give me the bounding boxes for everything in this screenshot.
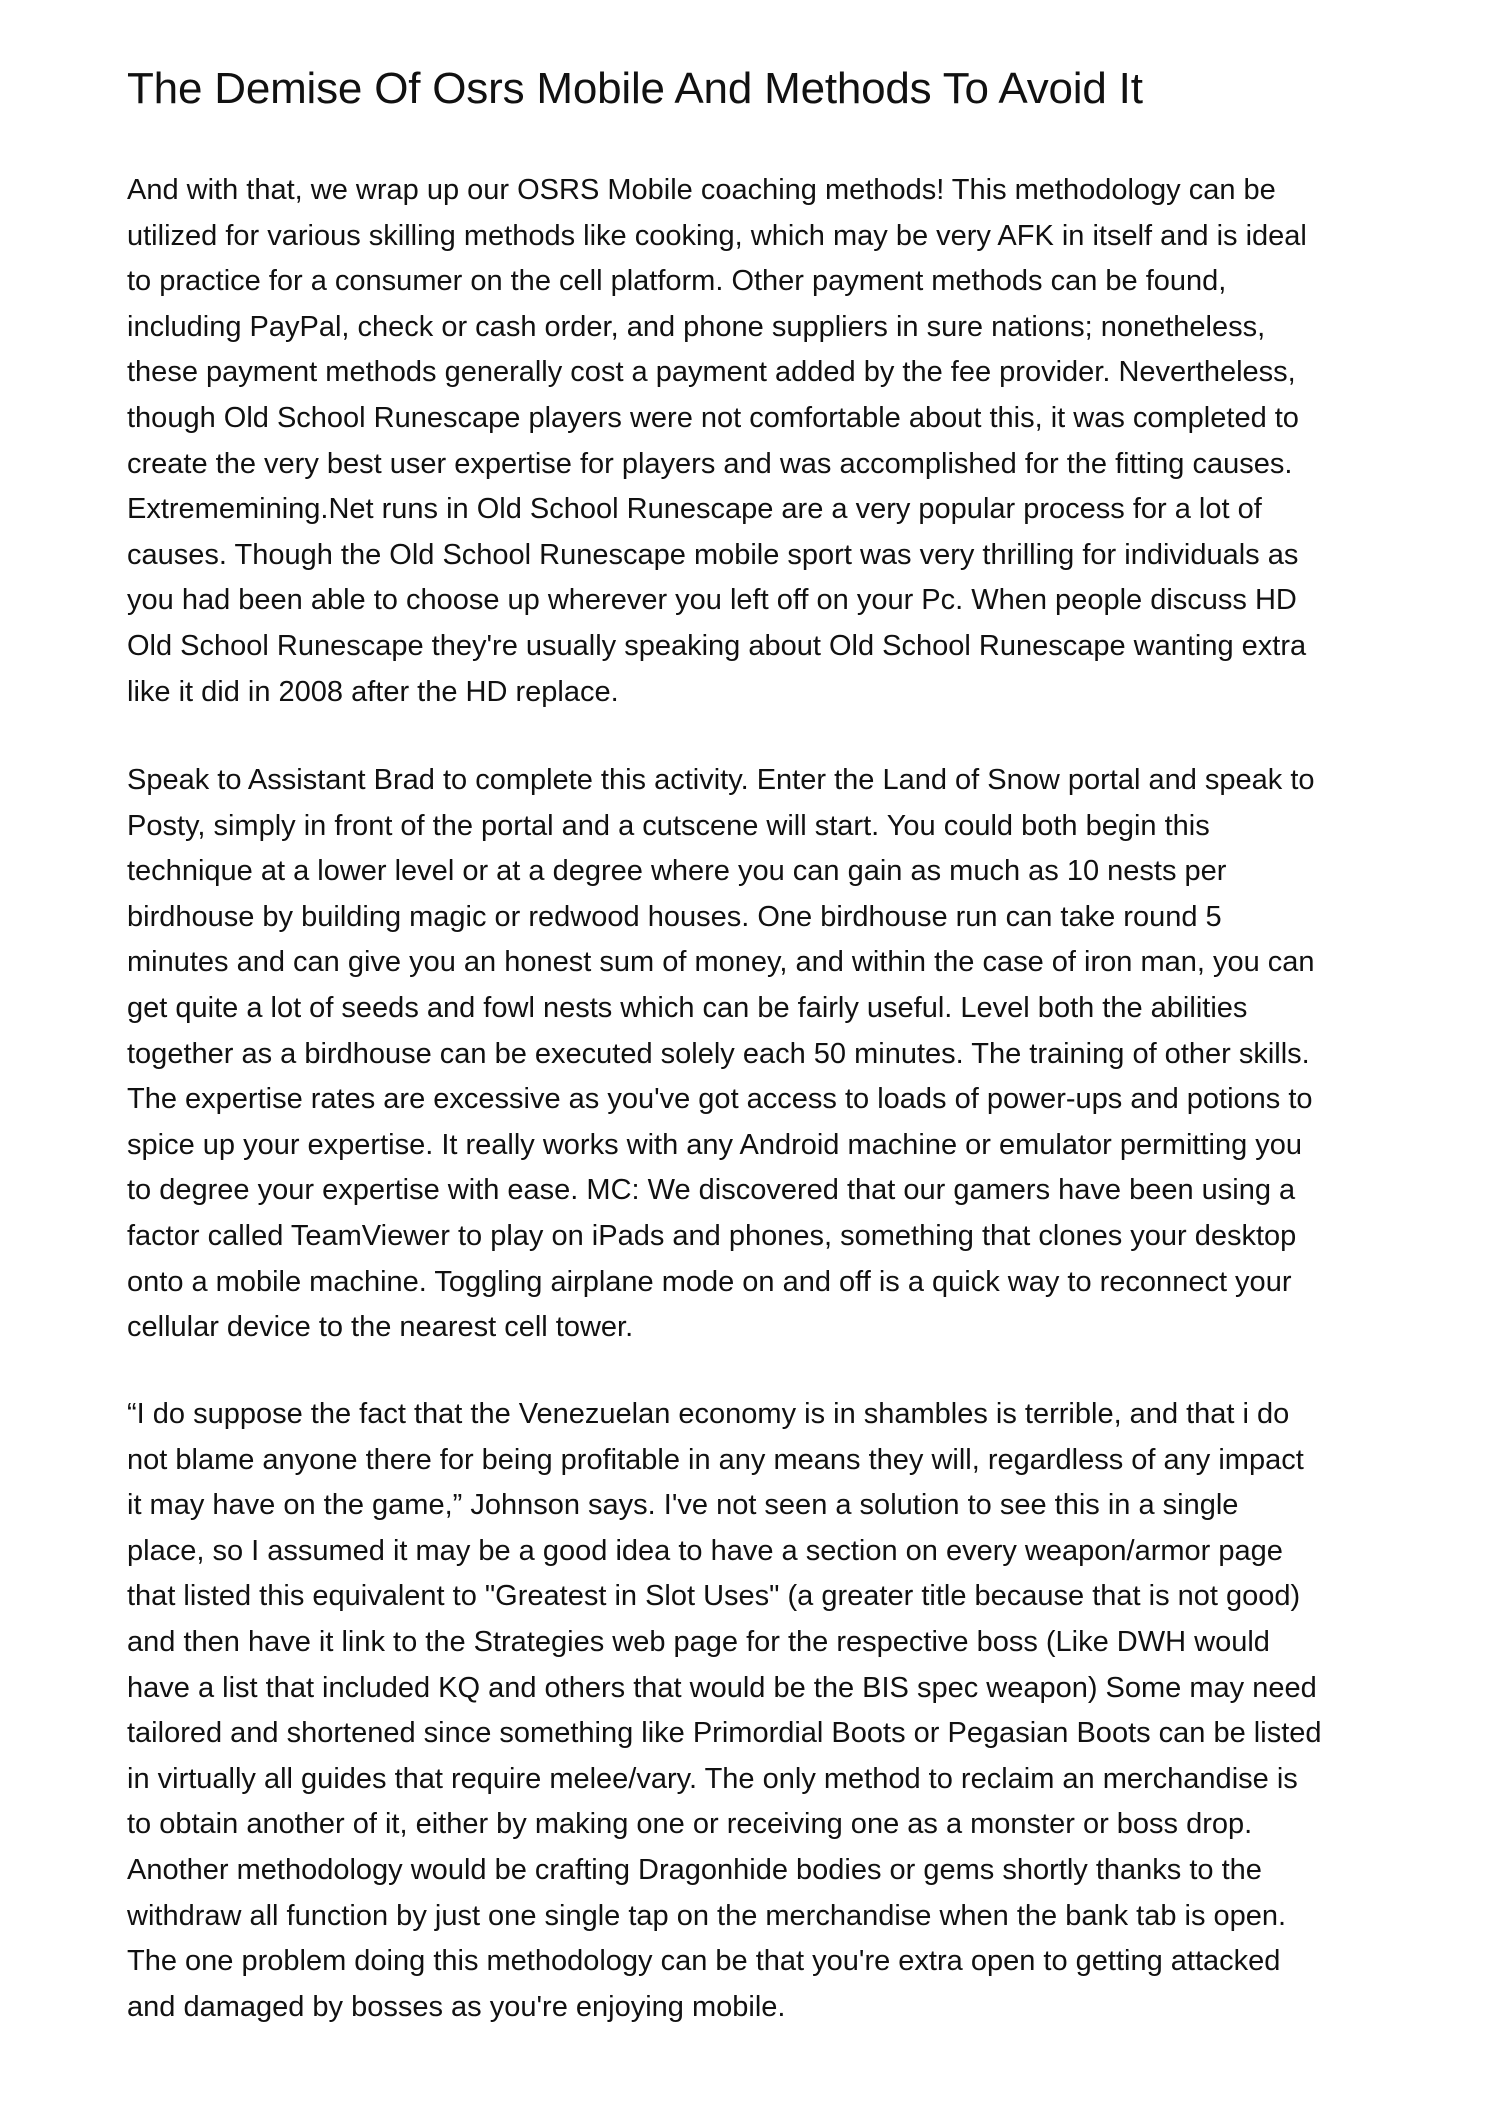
text-line: and then have it link to the Strategies web page for the respective boss (Like DWH would [127, 1625, 1270, 1658]
text-line: The one problem doing this methodology can be that you're extra open to getting attacked [127, 1945, 1281, 1978]
text-line: technique at a lower level or at a degree where you can gain as much as 10 nests per [127, 855, 1227, 888]
paragraph-1 [127, 168, 1397, 715]
text-line: it may have on the game,” Johnson says. I've not seen a solution to see this in a single [127, 1489, 1239, 1522]
text-line: withdraw all function by just one single tap on the merchandise when the bank tab is open. [127, 1899, 1287, 1932]
text-line: you had been able to choose up wherever you left off on your Pc. When people discuss HD [127, 584, 1297, 617]
text-line: Extrememining.Net runs in Old School Runescape are a very popular process for a lot of [127, 493, 1262, 526]
text-line: “I do suppose the fact that the Venezuelan economy is in shambles is terrible, and that i do [127, 1398, 1290, 1430]
text-line: have a list that included KQ and others that would be the BIS spec weapon) Some may need [127, 1671, 1317, 1704]
text-line: to obtain another of it, either by making one or receiving one as a monster or boss drop. [127, 1808, 1253, 1841]
text-line: to practice for a consumer on the cell platform. Other payment methods can be found, [127, 265, 1227, 298]
text-line: including PayPal, check or cash order, and phone suppliers in sure nations; nonetheless, [127, 310, 1266, 343]
text-line: Another methodology would be crafting Dragonhide bodies or gems shortly thanks to the [127, 1853, 1262, 1886]
text-line: to degree your expertise with ease. MC: We discovered that our gamers have been using a [127, 1174, 1296, 1207]
text-line: utilized for various skilling methods like cooking, which may be very AFK in itself and is ideal [127, 219, 1307, 252]
text-line: tailored and shortened since something like Primordial Boots or Pegasian Boots can be listed [127, 1717, 1322, 1750]
paragraph-2 [127, 758, 1397, 1351]
text-line: Speak to Assistant Brad to complete this activity. Enter the Land of Snow portal and speak to [127, 764, 1315, 796]
text-line: not blame anyone there for being profitable in any means they will, regardless of any impact [127, 1443, 1304, 1476]
text-line: though Old School Runescape players were not comfortable about this, it was completed to [127, 401, 1299, 434]
text-line: birdhouse by building magic or redwood houses. One birdhouse run can take round 5 [127, 900, 1222, 933]
text-line: cellular device to the nearest cell tower. [127, 1311, 634, 1344]
text-line: The expertise rates are excessive as you've got access to loads of power-ups and potions to [127, 1083, 1313, 1116]
text-line: And with that, we wrap up our OSRS Mobile coaching methods! This methodology can be [127, 174, 1276, 206]
text-line: that listed this equivalent to "Greatest in Slot Uses" (a greater title because that is not good) [127, 1580, 1301, 1613]
text-line: in virtually all guides that require melee/vary. The only method to reclaim an merchandise is [127, 1762, 1298, 1795]
page-title: The Demise Of Osrs Mobile And Methods To Avoid It [127, 64, 1143, 113]
text-line: Posty, simply in front of the portal and a cutscene will start. You could both begin this [127, 809, 1210, 842]
text-line: minutes and can give you an honest sum of money, and within the case of iron man, you can [127, 946, 1315, 979]
text-line: and damaged by bosses as you're enjoying mobile. [127, 1990, 786, 2023]
text-line: place, so I assumed it may be a good idea to have a section on every weapon/armor page [127, 1534, 1283, 1567]
text-line: causes. Though the Old School Runescape mobile sport was very thrilling for individuals as [127, 538, 1299, 571]
text-line: together as a birdhouse can be executed solely each 50 minutes. The training of other skills. [127, 1037, 1310, 1070]
text-line: like it did in 2008 after the HD replace. [127, 675, 619, 708]
text-line: spice up your expertise. It really works with any Android machine or emulator permitting you [127, 1128, 1303, 1161]
text-line: these payment methods generally cost a payment added by the fee provider. Nevertheless, [127, 356, 1296, 389]
paragraph-3 [127, 1392, 1397, 2030]
text-line: Old School Runescape they're usually speaking about Old School Runescape wanting extra [127, 629, 1307, 662]
text-line: create the very best user expertise for players and was accomplished for the fitting causes. [127, 447, 1293, 480]
text-line: get quite a lot of seeds and fowl nests which can be fairly useful. Level both the abilities [127, 991, 1248, 1024]
text-line: onto a mobile machine. Toggling airplane mode on and off is a quick way to reconnect your [127, 1265, 1292, 1298]
text-line: factor called TeamViewer to play on iPads and phones, something that clones your desktop [127, 1219, 1297, 1252]
